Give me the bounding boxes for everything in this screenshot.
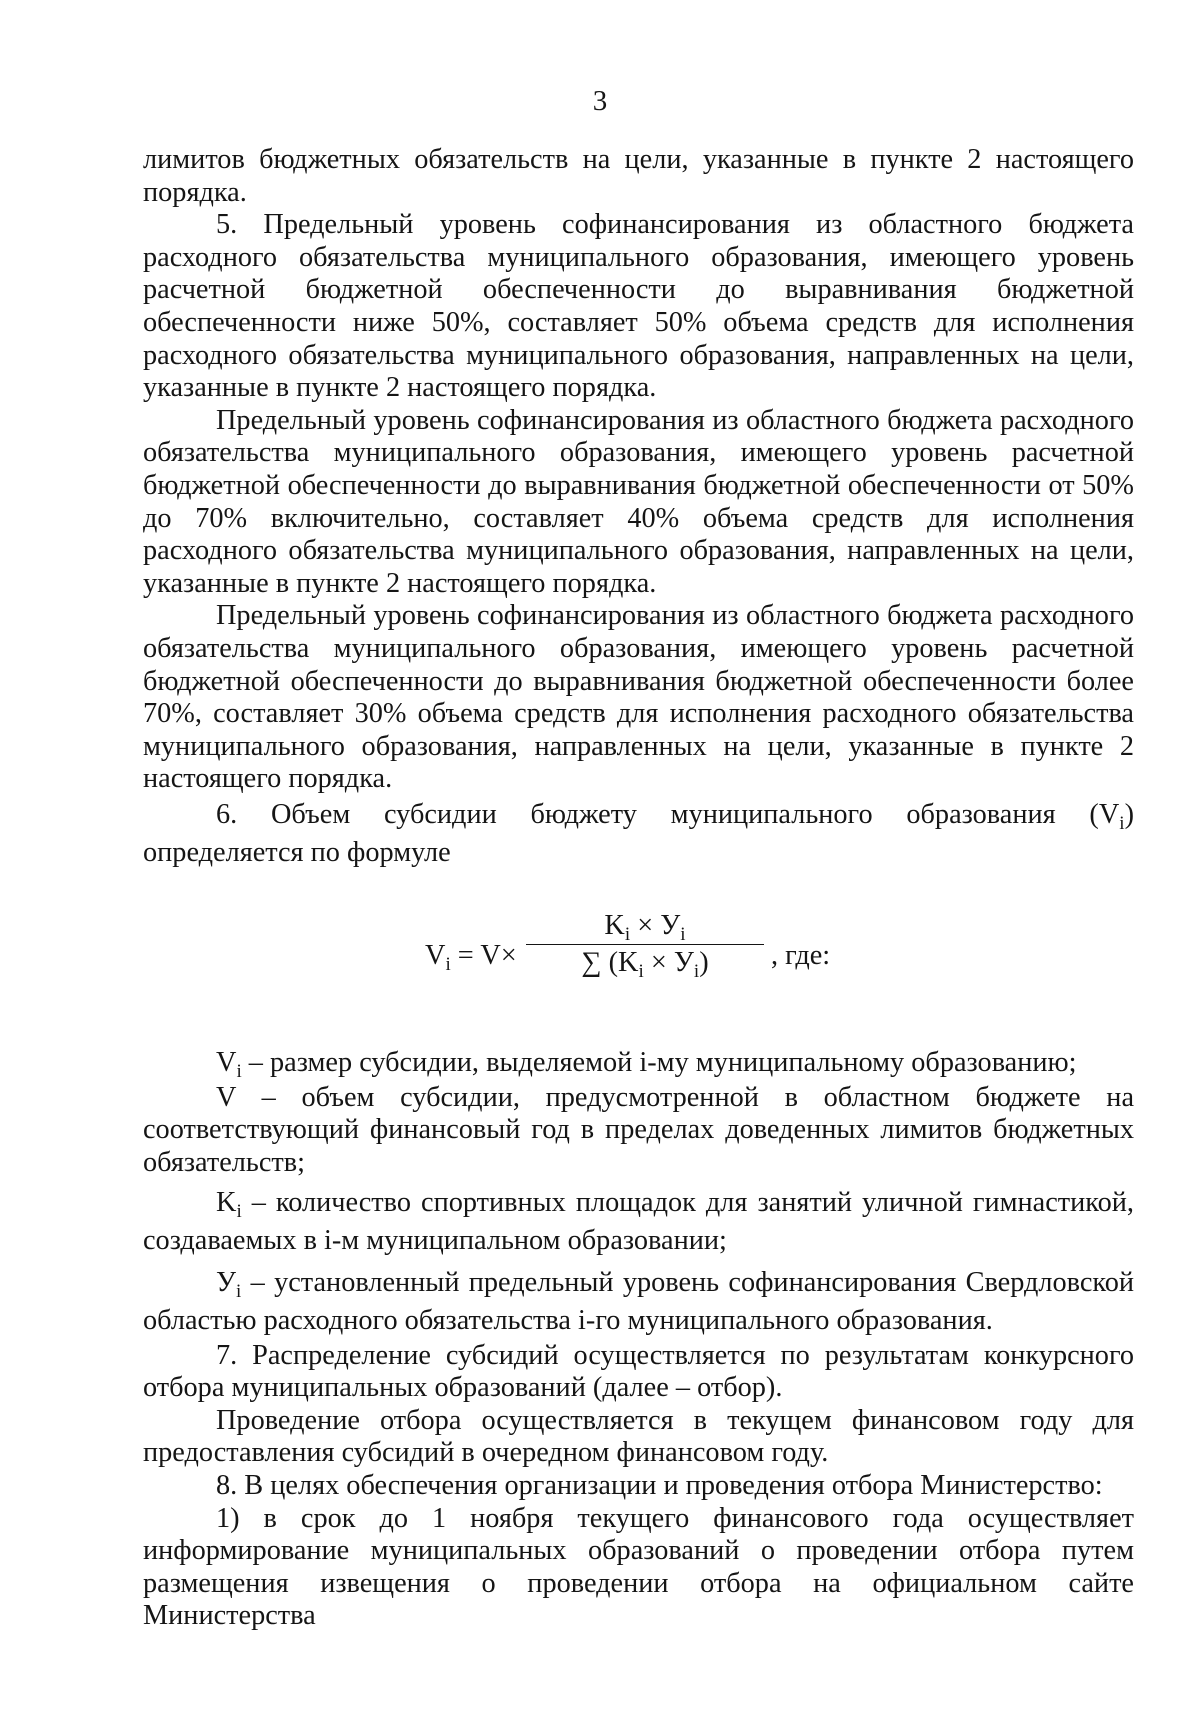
page-number: 3 [592,85,608,117]
paragraph-item-8: 8. В целях обеспечения организации и проведения отбора Министерство: [216,1470,1103,1502]
paragraph-selection-timing: Проведение отбора осуществляется в текущем финансовом году для предоставления субсидий в очередном финансовом году. [143,1404,1134,1469]
paragraph-item-8-1: 1) в срок до 1 ноября текущего финансового года осуществляет информирование муниципальных образований о проведении отбора путем размещения извещения о проведении отбора на официальном сайте Министерства [143,1502,1134,1632]
subsidy-formula [143,872,1134,1040]
formula-numerator: $K_i \times У_i$ [604,909,686,945]
formula-where: , где: [771,939,831,971]
paragraph-item-7: 7. Распределение субсидий осуществляется по результатам конкурсного отбора муниципальных образований (далее – отбор). [143,1339,1134,1404]
document-body [143,144,1134,1633]
definition-v: V – объем субсидии, предусмотренной в областном бюджете на соответствующий финансовый год в пределах доведенных лимитов бюджетных обязательств; [143,1081,1134,1179]
item-6-subscript: i [1119,812,1125,834]
formula-fraction [526,909,764,983]
paragraph-item-6 [143,796,1134,872]
definition-ui: $У_i$ – установленный предельный уровень софинансирования Свердловской областью расходного обязательства i-го муниципального образования. [143,1266,1134,1336]
formula-denominator: ∑ $(K_i \times У_i)$ [581,947,709,983]
paragraph-continuation: лимитов бюджетных обязательств на цели, указанные в пункте 2 настоящего порядка. [143,144,1134,208]
definition-ki: $K_i$ – количество спортивных площадок для занятий уличной гимнастикой, создаваемых в i-м муниципальном образовании; [143,1186,1134,1256]
paragraph-cofinancing-over-70: Предельный уровень софинансирования из областного бюджета расходного обязательства муниципального образования, имеющего уровень расчетной бюджетной обеспеченности до выравнивания бюджетной обеспеченности более 70%, составляет 30% объема средств для исполнения расходного обязательства муниципального образования, направленных на цели, указанные в пункте 2 настоящего порядка. [143,600,1134,795]
paragraph-cofinancing-50-70: Предельный уровень софинансирования из областного бюджета расходного обязательства муниципального образования, имеющего уровень расчетной бюджетной обеспеченности до выравнивания бюджетной обеспеченности от 50% до 70% включительно, составляет 40% объема средств для исполнения расходного обязательства муниципального образования, направленных на цели, указанные в пункте 2 настоящего порядка. [143,404,1134,599]
item-6-text-start: 6. Объем субсидии бюджету муниципального образования (V [216,798,1120,830]
formula-left-side: $V_i = V\times$ [425,939,517,975]
definition-vi: $V_i$ – размер субсидии, выделяемой i-му муниципальному образованию; [216,1046,1077,1082]
paragraph-item-5: 5. Предельный уровень софинансирования из областного бюджета расходного обязательства муниципального образования, имеющего уровень расчетной бюджетной обеспеченности до выравнивания бюджетной обеспеченности ниже 50%, составляет 50% объема средств для исполнения расходного обязательства муниципального образования, направленных на цели, указанные в пункте 2 настоящего порядка. [143,209,1134,404]
item-6-text-end: ) определяется по формуле [143,798,1134,868]
fraction-bar [526,944,764,946]
